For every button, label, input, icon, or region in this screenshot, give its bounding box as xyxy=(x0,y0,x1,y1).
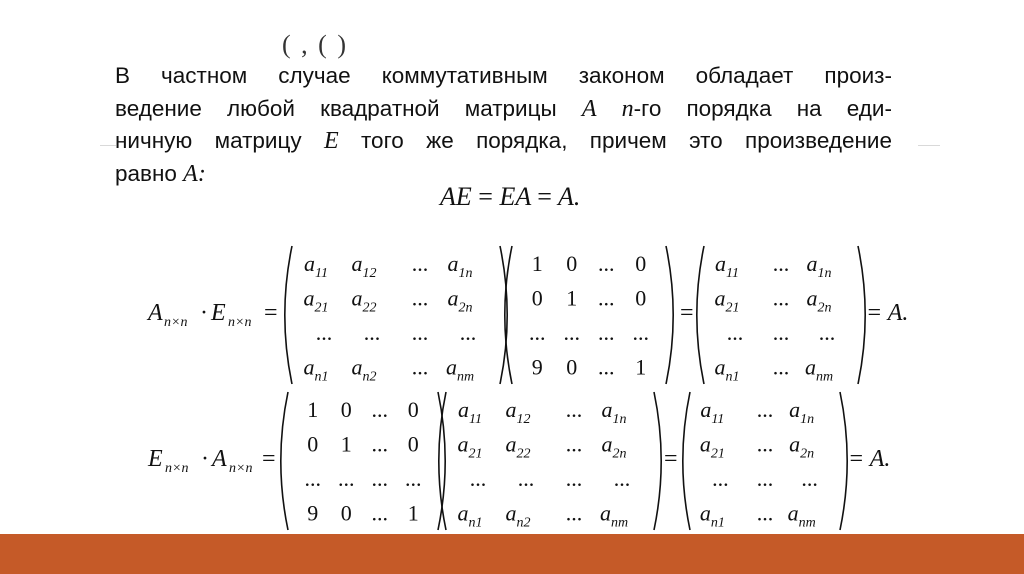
lhs-e-subscript: n×n xyxy=(165,461,189,476)
paragraph-line-1: В частном случае коммутативным законом обладает произ- xyxy=(115,63,892,88)
matrix-element: $a_{21}$ xyxy=(457,431,483,462)
matrix-element: $a_{nm}$ xyxy=(787,500,816,531)
paragraph-text: ничную матрицу xyxy=(115,128,324,153)
dot-operator: · xyxy=(201,446,209,472)
matrix-element: $a_{2n}$ xyxy=(789,431,815,462)
matrix-symbol-a: A xyxy=(581,95,597,122)
lhs-a-symbol: A xyxy=(148,300,163,326)
matrix-a xyxy=(285,246,507,384)
right-bracket xyxy=(840,392,847,530)
equals-sign: = xyxy=(664,446,678,472)
order-symbol-n: n xyxy=(621,95,634,122)
matrix-element: ... xyxy=(772,250,790,276)
result-matrix-a xyxy=(683,392,847,530)
equals-sign: = xyxy=(262,446,276,472)
matrix-element: $a_{12}$ xyxy=(351,250,377,281)
matrix-element: ... xyxy=(598,285,615,311)
eq-term-ae: AE xyxy=(440,182,472,211)
matrix-element: ... xyxy=(772,285,790,311)
matrix-element: ... xyxy=(565,396,583,422)
paragraph-text: -го порядка на еди- xyxy=(633,95,892,121)
matrix-element: 0 xyxy=(635,285,647,311)
matrix-element: 0 xyxy=(407,431,419,457)
left-bracket xyxy=(285,246,292,384)
eq-term-ea: EA xyxy=(499,182,531,211)
matrix-element: $a_{11}$ xyxy=(715,250,739,281)
equals-sign: = xyxy=(264,300,278,326)
matrix-element: ... xyxy=(563,319,580,345)
matrix-element: $a_{12}$ xyxy=(505,396,531,427)
matrix-element: 1 xyxy=(635,354,647,380)
matrix-element: ... xyxy=(411,354,429,380)
cut-off-formula-fragment: ( , ( ) xyxy=(282,30,348,59)
matrix-element: 1 xyxy=(340,431,352,457)
matrix-element: $a_{n1}$ xyxy=(457,500,483,531)
matrix-element: $a_{nm}$ xyxy=(599,500,629,531)
matrix-element: ... xyxy=(405,465,422,491)
matrix-element: ... xyxy=(598,319,615,345)
matrix-element: ... xyxy=(315,319,333,345)
eq-equals-sign: = xyxy=(537,182,552,211)
matrix-element: ... xyxy=(304,465,321,491)
paragraph-text: того же порядка, причем это произведение xyxy=(338,128,892,153)
lhs-e-symbol: E xyxy=(148,446,163,472)
matrix-element: ... xyxy=(756,465,774,491)
matrix-element: 9 xyxy=(307,500,319,526)
matrix-element: ... xyxy=(371,465,388,491)
matrix-element: ... xyxy=(756,396,774,422)
lhs-e-subscript: n×n xyxy=(228,315,252,330)
right-bracket xyxy=(858,246,865,384)
matrix-element: 0 xyxy=(531,285,543,311)
matrix-element: $a_{1n}$ xyxy=(601,396,627,427)
result-a-tail: = A. xyxy=(848,446,891,472)
matrix-element: ... xyxy=(818,319,836,345)
right-bracket xyxy=(666,246,673,384)
matrix-element: ... xyxy=(363,319,381,345)
lhs-a-subscript: n×n xyxy=(229,461,253,476)
matrix-element: ... xyxy=(598,354,615,380)
equation-2-lhs xyxy=(146,300,278,330)
matrix-element: ... xyxy=(565,465,583,491)
matrix-element: ... xyxy=(726,319,744,345)
matrix-element: 0 xyxy=(307,431,319,457)
eq-equals-sign: = xyxy=(478,182,493,211)
eq-term-a: A. xyxy=(557,182,581,211)
lhs-a-symbol: A xyxy=(212,446,227,472)
matrix-element: ... xyxy=(632,319,649,345)
matrix-element: ... xyxy=(756,431,774,457)
identity-matrix-e xyxy=(505,246,673,384)
matrix-element: ... xyxy=(371,396,388,422)
matrix-element: $a_{n1}$ xyxy=(714,354,740,385)
matrix-element: $a_{n1}$ xyxy=(699,500,725,531)
matrix-element: ... xyxy=(459,319,477,345)
matrix-element: ... xyxy=(565,500,583,526)
matrix-element: $a_{2n}$ xyxy=(601,431,627,462)
matrix-element: $a_{1n}$ xyxy=(806,250,832,281)
matrix-element: $a_{2n}$ xyxy=(806,285,832,316)
matrix-a xyxy=(439,392,661,530)
matrix-element: 1 xyxy=(307,396,319,422)
matrix-element: $a_{1n}$ xyxy=(447,250,473,281)
matrix-element: $a_{21}$ xyxy=(699,431,725,462)
matrix-element: ... xyxy=(411,319,429,345)
right-bracket xyxy=(500,246,507,384)
matrix-element: ... xyxy=(801,465,818,491)
paragraph-text: равно xyxy=(115,160,184,186)
matrix-element: $a_{n2}$ xyxy=(351,354,377,385)
matrix-element: ... xyxy=(469,465,487,491)
matrix-element: $a_{11}$ xyxy=(458,396,482,427)
equation-2-matrices xyxy=(285,246,865,384)
matrix-element: ... xyxy=(756,500,774,526)
equals-sign: = xyxy=(680,300,694,326)
matrix-element: ... xyxy=(411,250,429,276)
matrix-element: 1 xyxy=(407,500,419,526)
equation-3-lhs xyxy=(147,446,276,476)
matrix-symbol-e: E xyxy=(323,128,339,154)
matrix-element: 0 xyxy=(566,354,578,380)
matrix-element: $a_{1n}$ xyxy=(789,396,815,427)
left-bracket xyxy=(281,392,288,530)
matrix-element: $a_{n2}$ xyxy=(505,500,531,531)
left-bracket xyxy=(505,246,512,384)
matrix-element: $a_{nm}$ xyxy=(804,354,834,385)
matrix-element: $a_{11}$ xyxy=(700,396,725,427)
paragraph-text: ведение любой квадратной матрицы xyxy=(115,95,582,121)
matrix-element: 0 xyxy=(340,396,352,422)
matrix-element: $a_{11}$ xyxy=(304,250,328,281)
matrix-element: ... xyxy=(371,500,388,526)
right-bracket xyxy=(654,392,661,530)
equation-3-matrices xyxy=(281,392,847,530)
matrix-element: ... xyxy=(411,285,429,311)
matrix-element: ... xyxy=(517,465,535,491)
matrix-element: ... xyxy=(338,465,355,491)
matrix-element: ... xyxy=(772,354,790,380)
matrix-element: 0 xyxy=(407,396,419,422)
matrix-symbol-a: A: xyxy=(183,160,206,187)
matrix-element: ... xyxy=(613,465,631,491)
matrix-element: 0 xyxy=(340,500,352,526)
lhs-a-subscript: n×n xyxy=(164,315,188,330)
result-a-tail: = A. xyxy=(866,300,909,326)
matrix-element: $a_{n1}$ xyxy=(303,354,329,385)
left-bracket xyxy=(697,246,704,384)
matrix-element: ... xyxy=(712,465,729,491)
matrix-element: 0 xyxy=(635,250,647,276)
matrix-element: ... xyxy=(772,319,790,345)
matrix-element: ... xyxy=(371,431,388,457)
result-matrix-a xyxy=(697,246,865,384)
matrix-element: $a_{2n}$ xyxy=(447,285,473,316)
matrix-element: ... xyxy=(529,319,546,345)
matrix-element: 9 xyxy=(531,354,543,380)
left-bracket xyxy=(683,392,690,530)
dot-operator: · xyxy=(200,300,208,326)
identity-matrix-e xyxy=(281,392,445,530)
matrix-element: $a_{22}$ xyxy=(505,431,531,462)
matrix-element: ... xyxy=(565,431,583,457)
matrix-element: 0 xyxy=(566,250,578,276)
matrix-element: 1 xyxy=(566,285,578,311)
matrix-element: $a_{22}$ xyxy=(351,285,377,316)
matrix-element: ... xyxy=(598,250,615,276)
lhs-e-symbol: E xyxy=(211,300,226,326)
matrix-element: $a_{21}$ xyxy=(714,285,740,316)
matrix-element: $a_{21}$ xyxy=(303,285,329,316)
matrix-element: 1 xyxy=(531,250,543,276)
matrix-element: $a_{nm}$ xyxy=(445,354,475,385)
